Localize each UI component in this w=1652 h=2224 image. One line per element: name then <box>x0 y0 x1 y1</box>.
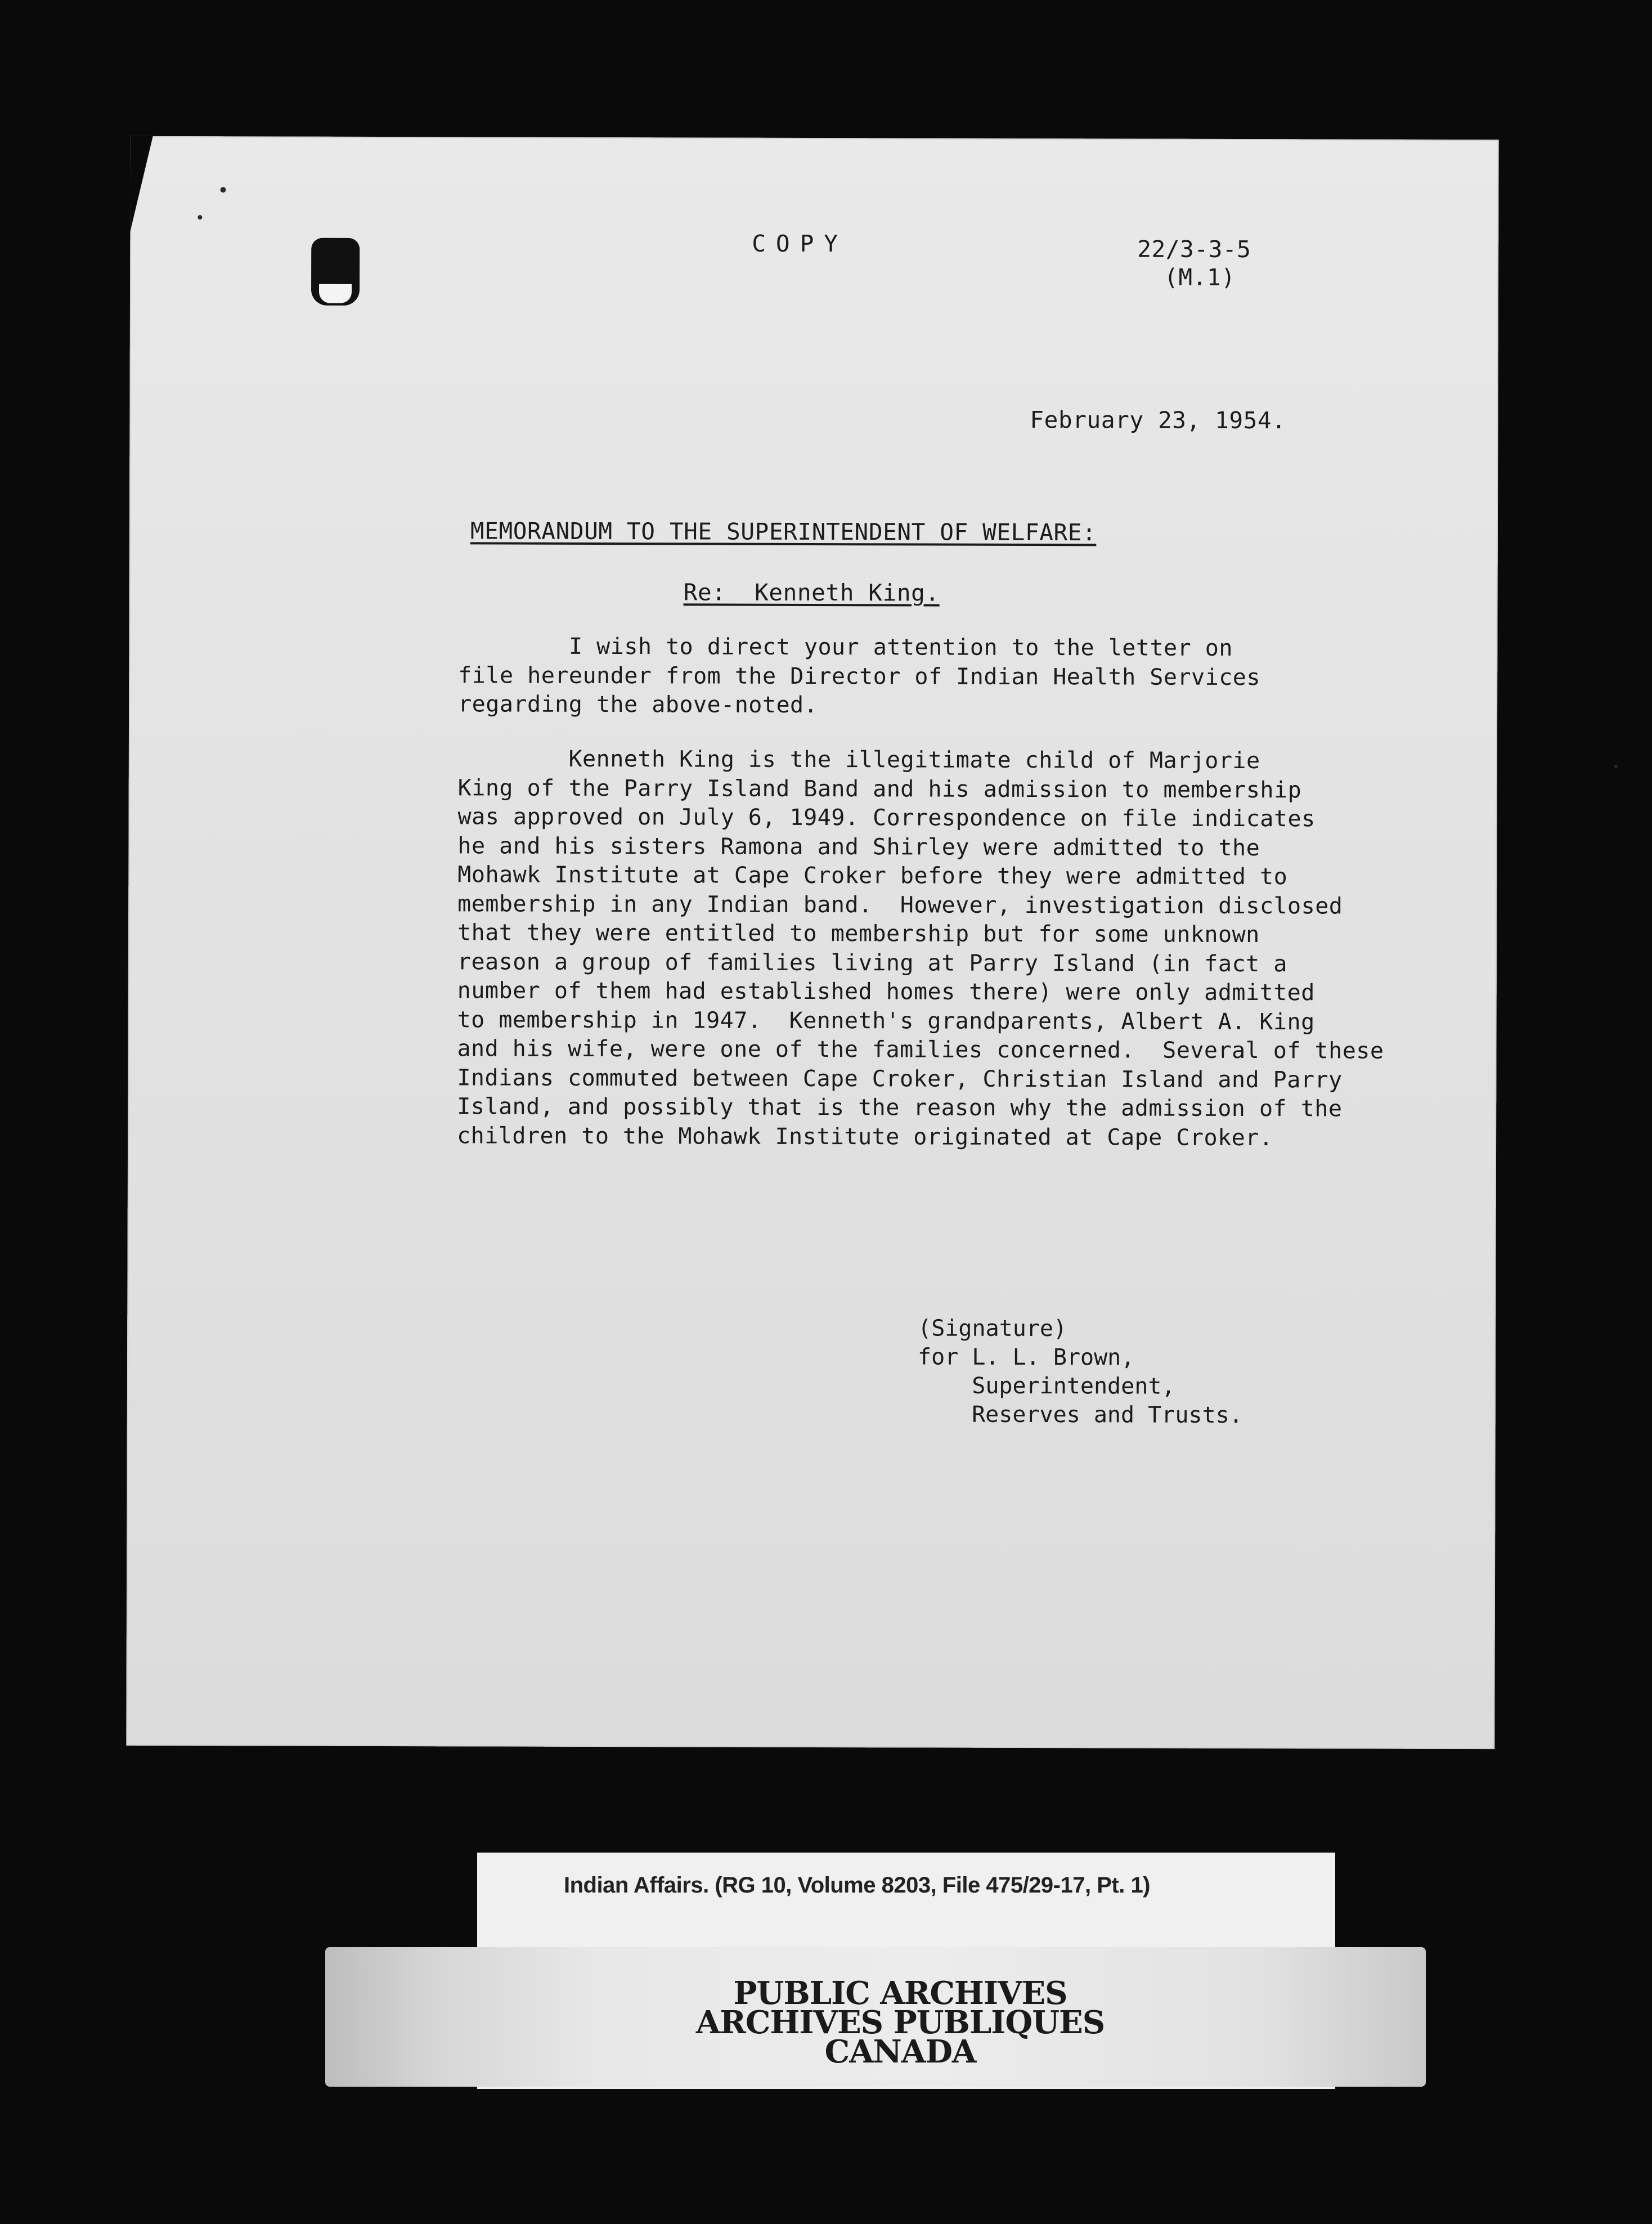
archives-stamp-line-1: PUBLIC ARCHIVES <box>733 1975 1067 2012</box>
memo-heading: MEMORANDUM TO THE SUPERINTENDENT OF WELFARE: <box>470 517 1097 546</box>
ink-speck <box>220 187 226 192</box>
archives-stamp <box>675 1975 1125 2070</box>
ink-speck <box>197 215 202 219</box>
archives-stamp-line-3: CANADA <box>824 2033 976 2070</box>
memo-page <box>126 136 1498 1749</box>
file-subreference: (M.1) <box>1164 263 1236 291</box>
archives-stamp-line-2: ARCHIVES PUBLIQUES <box>695 2004 1105 2041</box>
memo-date: February 23, 1954. <box>1030 406 1286 434</box>
memo-subject: Re: Kenneth King. <box>683 579 940 607</box>
ink-speck <box>1614 765 1618 768</box>
signature-block: (Signature) for L. L. Brown, Superintendent, Reserves and Trusts. <box>917 1315 1243 1429</box>
memo-paragraph-2: Kenneth King is the illegitimate child of Marjorie King of the Parry Island Band and his admission to membership was approved on July 6, 1949. Correspondence on file indicates he and his sisters Ramona and Shirley were admitted to the Mohawk Institute at Cape Croker before they were admitted to membership in any Indian band. However, investigation disclosed that they were entitled to membership but for some unknown reason a group of families living at Parry Island (in fact a number of them had established homes there) were only admitted to membership in 1947. Kenneth's grandparents, Albert A. King and his wife, were one of the families concerned. Several of these Indians commuted between Cape Croker, Christian Island and Parry Island, and possibly that is the reason why the admission of the children to the Mohawk Institute originated at Cape Croker. <box>457 746 1384 1151</box>
memo-paragraph-1: I wish to direct your attention to the letter on file hereunder from the Director of Indian Health Services regarding the above-noted. <box>458 633 1261 719</box>
copy-label: COPY <box>752 230 849 258</box>
punch-hole <box>311 238 360 306</box>
torn-corner <box>130 136 152 232</box>
file-reference: 22/3-3-5 <box>1137 235 1251 263</box>
archive-source-line: Indian Affairs. (RG 10, Volume 8203, File 475/29-17, Pt. 1) <box>564 1873 1151 1898</box>
